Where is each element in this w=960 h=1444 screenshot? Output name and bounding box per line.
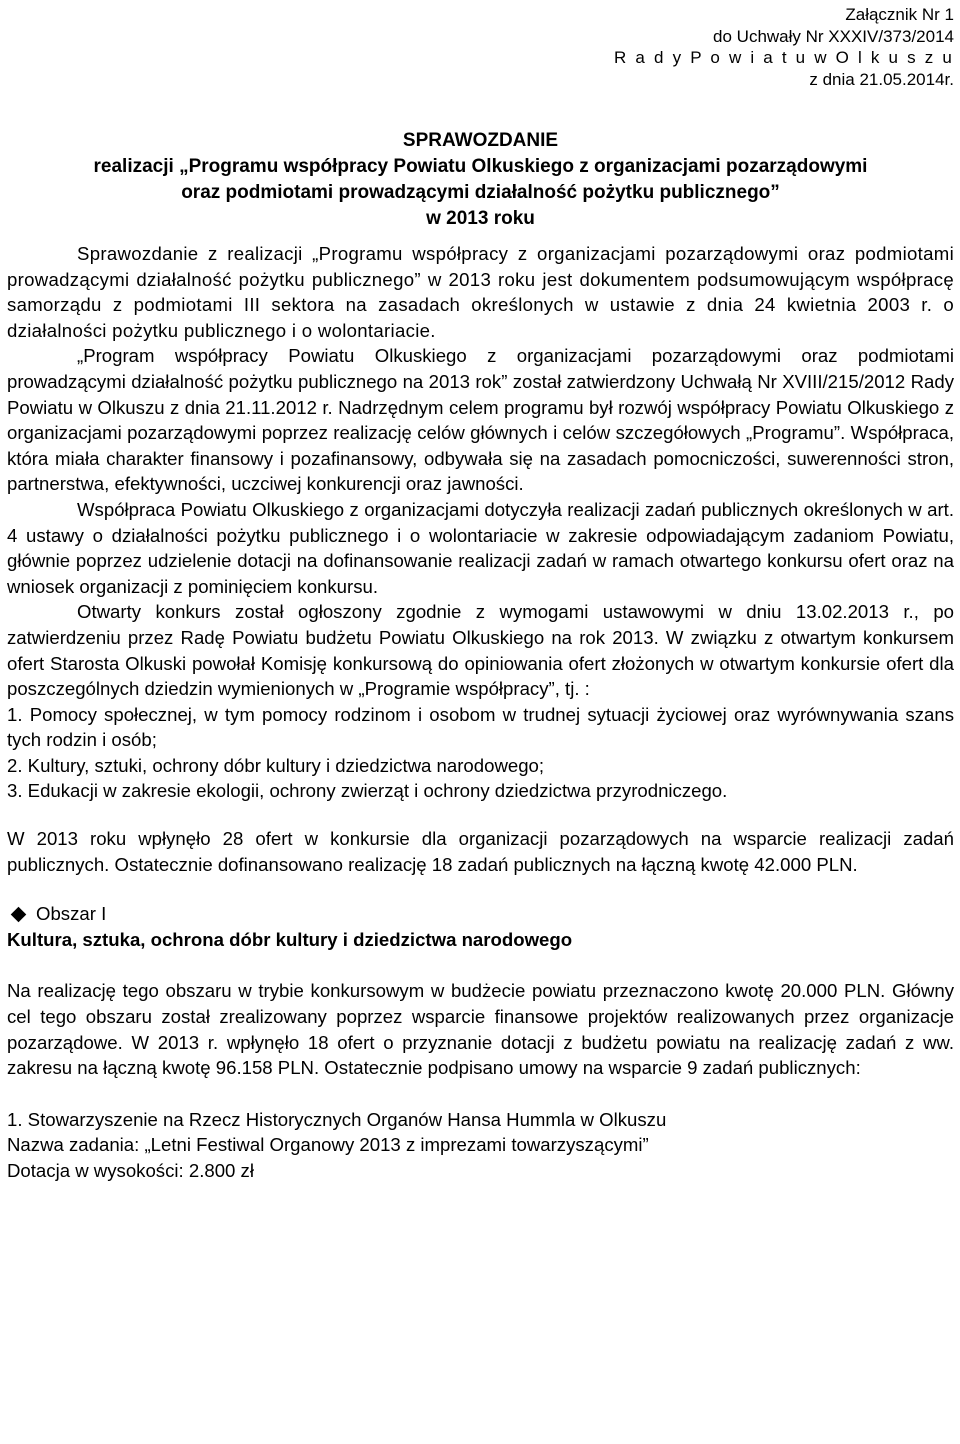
attachment-line-3: R a d y P o w i a t u w O l k u s z u — [614, 48, 954, 67]
area-label: Obszar I — [36, 903, 107, 925]
attachment-header — [7, 0, 954, 90]
title-line-3: oraz podmiotami prowadzącymi działalność pożytku publicznego” — [181, 182, 780, 203]
intro-paragraph: Sprawozdanie z realizacji „Programu współpracy z organizacjami pozarządowymi oraz podmiotami prowadzącymi działalność pożytku publicznego” w 2013 roku jest dokumentem podsumowującym współpracę samorządu z podmiotami III sektora na zasadach określonych w ustawie z dnia 24 kwietnia 2003 r. o działalności pożytku publicznego i o wolontariacie. — [7, 243, 954, 341]
grant-amount: Dotacja w wysokości: 2.800 zł — [7, 1160, 254, 1181]
contest-paragraph: Otwarty konkurs został ogłoszony zgodnie z wymogami ustawowymi w dniu 13.02.2013 r., po zatwierdzeniu przez Radę Powiatu budżetu Powiatu Olkuskiego na rok 2013. W związku z otwartym konkursem ofert Starosta Olkuski powołał Komisję konkursową do opiniowania ofert złożonych w otwartym konkursie ofert dla poszczególnych dziedzin wymienionych w „Programie współpracy”, tj. : — [7, 601, 954, 700]
grant-entry — [7, 1107, 954, 1184]
attachment-line-2: do Uchwały Nr XXXIV/373/2014 — [713, 26, 954, 46]
cooperation-paragraph: Współpraca Powiatu Olkuskiego z organizacjami dotyczyła realizacji zadań publicznych określonych w art. 4 ustawy o działalności pożytku publicznego i o wolontariacie w zakresie odpowiadającym zadaniom Powiatu, głównie poprzez udzielenie dotacji na dofinansowanie realizacji zadań w ramach otwartego konkursu ofert oraz na wniosek organizacji z pominięciem konkursu. — [7, 498, 954, 597]
list-item: 3. Edukacji w zakresie ekologii, ochrony zwierząt i ochrony dziedzictwa przyrodniczego. — [7, 780, 728, 802]
area-budget-paragraph: Na realizację tego obszaru w trybie konkursowym w budżecie powiatu przeznaczono kwotę 20.000 PLN. Główny cel tego obszaru został zrealizowany poprzez wsparcie finansowe projektów realizowanych przez organizacje pozarządowe. W 2013 r. wpłynęło 18 ofert o przyznanie dotacji z budżetu powiatu na realizację zadań z ww. zakresu na łączną kwotę 96.158 PLN. Ostatecznie podpisano umowy na wsparcie 9 zadań publicznych: — [7, 980, 954, 1079]
list-item: 1. Pomocy społecznej, w tym pomocy rodzinom i osobom w trudnej sytuacji życiowej oraz wyrównywania szans tych rodzin i osób; — [7, 703, 954, 751]
document-title — [7, 128, 954, 232]
attachment-line-4: z dnia 21.05.2014r. — [809, 69, 954, 89]
area-title: Kultura, sztuka, ochrona dóbr kultury i dziedzictwa narodowego — [7, 928, 573, 950]
title-line-1: SPRAWOZDANIE — [402, 130, 559, 151]
summary-paragraph: W 2013 roku wpłynęło 28 ofert w konkursie dla organizacji pozarządowych na wsparcie realizacji zadań publicznych. Ostatecznie dofinansowano realizację 18 zadań publicznych na łączną kwotę 42.000 PLN. — [7, 828, 954, 875]
attachment-line-1: Załącznik Nr 1 — [845, 5, 954, 24]
program-paragraph: „Program współpracy Powiatu Olkuskiego z organizacjami pozarządowymi oraz podmiotami prowadzącymi działalność pożytku publicznego na 2013 rok” został zatwierdzony Uchwałą Nr XVIII/215/2012 Rady Powiatu w Olkuszu z dnia 21.11.2012 r. Nadrzędnym celem programu był rozwój współpracy Powiatu Olkuskiego z organizacjami pozarządowymi poprzez realizację celów głównych i celów szczegółowych „Programu”. Współpraca, która miała charakter finansowy i pozafinansowy, odbywała się na zasadach pomocniczości, suwerenności stron, partnerstwa, efektywności, uczciwej konkurencji oraz jawności. — [7, 345, 954, 495]
area-heading — [7, 901, 954, 927]
list-item: 2. Kultury, sztuki, ochrony dóbr kultury i dziedzictwa narodowego; — [7, 754, 545, 776]
title-line-4: w 2013 roku — [426, 208, 535, 229]
fields-list — [7, 702, 954, 804]
title-line-2: realizacji „Programu współpracy Powiatu Olkuskiego z organizacjami pozarządowymi — [93, 156, 868, 177]
diamond-icon — [11, 906, 27, 922]
grant-task: Nazwa zadania: „Letni Festiwal Organowy 2013 z imprezami towarzyszącymi” — [7, 1134, 649, 1156]
grant-org: 1. Stowarzyszenie na Rzecz Historycznych Organów Hansa Hummla w Olkuszu — [7, 1108, 667, 1130]
